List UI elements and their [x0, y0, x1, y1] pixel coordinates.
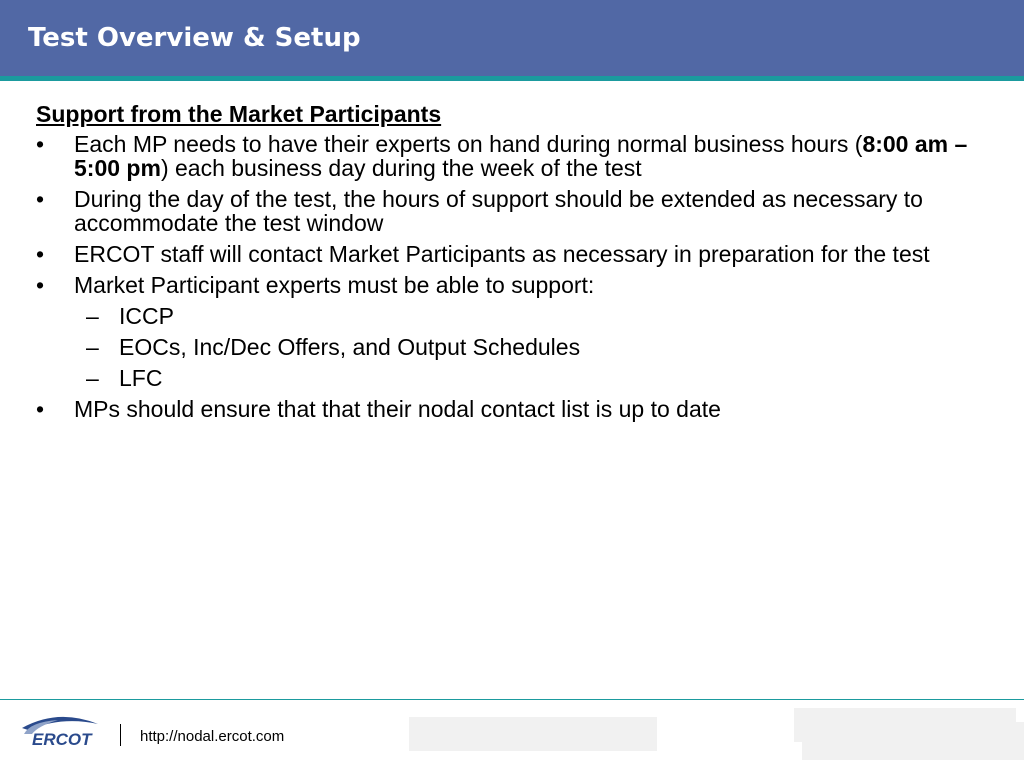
bullet-text-continued: ) each business day during the week of the test	[160, 155, 642, 181]
bullet-item	[36, 187, 996, 235]
slide-content	[36, 102, 996, 428]
sub-bullet-list	[74, 304, 996, 390]
bullet-mark: •	[36, 241, 45, 267]
dash-mark: –	[86, 334, 99, 360]
bullet-item	[36, 132, 996, 180]
dash-mark: –	[86, 365, 99, 391]
sub-bullet-text: EOCs, Inc/Dec Offers, and Output Schedules	[119, 334, 581, 360]
footer-url-link[interactable]: http://nodal.ercot.com	[140, 728, 285, 745]
bullet-list	[36, 132, 996, 421]
bullet-mark: •	[36, 272, 45, 298]
sub-bullet-item	[74, 335, 996, 359]
bullet-item	[36, 242, 996, 266]
bullet-text: Market Participant experts must be able to support:	[74, 272, 595, 298]
bullet-item	[36, 273, 996, 390]
bullet-mark: •	[36, 131, 45, 157]
bullet-text: During the day of the test, the hours of support should be extended as necessary to accommodate the test window	[74, 186, 923, 236]
slide-title: Test Overview & Setup	[28, 23, 361, 53]
bullet-text: Each MP needs to have their experts on hand during normal business hours (	[74, 131, 863, 157]
bullet-item	[36, 397, 996, 421]
bullet-text: ERCOT staff will contact Market Participants as necessary in preparation for the test	[74, 241, 930, 267]
sub-bullet-text: LFC	[119, 365, 163, 391]
title-accent-rule	[0, 76, 1024, 81]
ercot-logo	[18, 712, 104, 752]
footer-divider	[120, 724, 121, 746]
bullet-mark: •	[36, 396, 45, 422]
ercot-logo-text: ERCOT	[32, 730, 92, 749]
dash-mark: –	[86, 303, 99, 329]
bullet-mark: •	[36, 186, 45, 212]
footer-placeholder-box	[802, 722, 1024, 760]
sub-bullet-text: ICCP	[119, 303, 174, 329]
bullet-text: MPs should ensure that that their nodal contact list is up to date	[74, 396, 721, 422]
footer-rule	[0, 699, 1024, 700]
section-heading: Support from the Market Participants	[36, 101, 442, 127]
sub-bullet-item	[74, 304, 996, 328]
sub-bullet-item	[74, 366, 996, 390]
footer-placeholder-box	[409, 717, 657, 751]
business-hours-text: 8:00 am – 5:00 pm	[74, 131, 968, 181]
